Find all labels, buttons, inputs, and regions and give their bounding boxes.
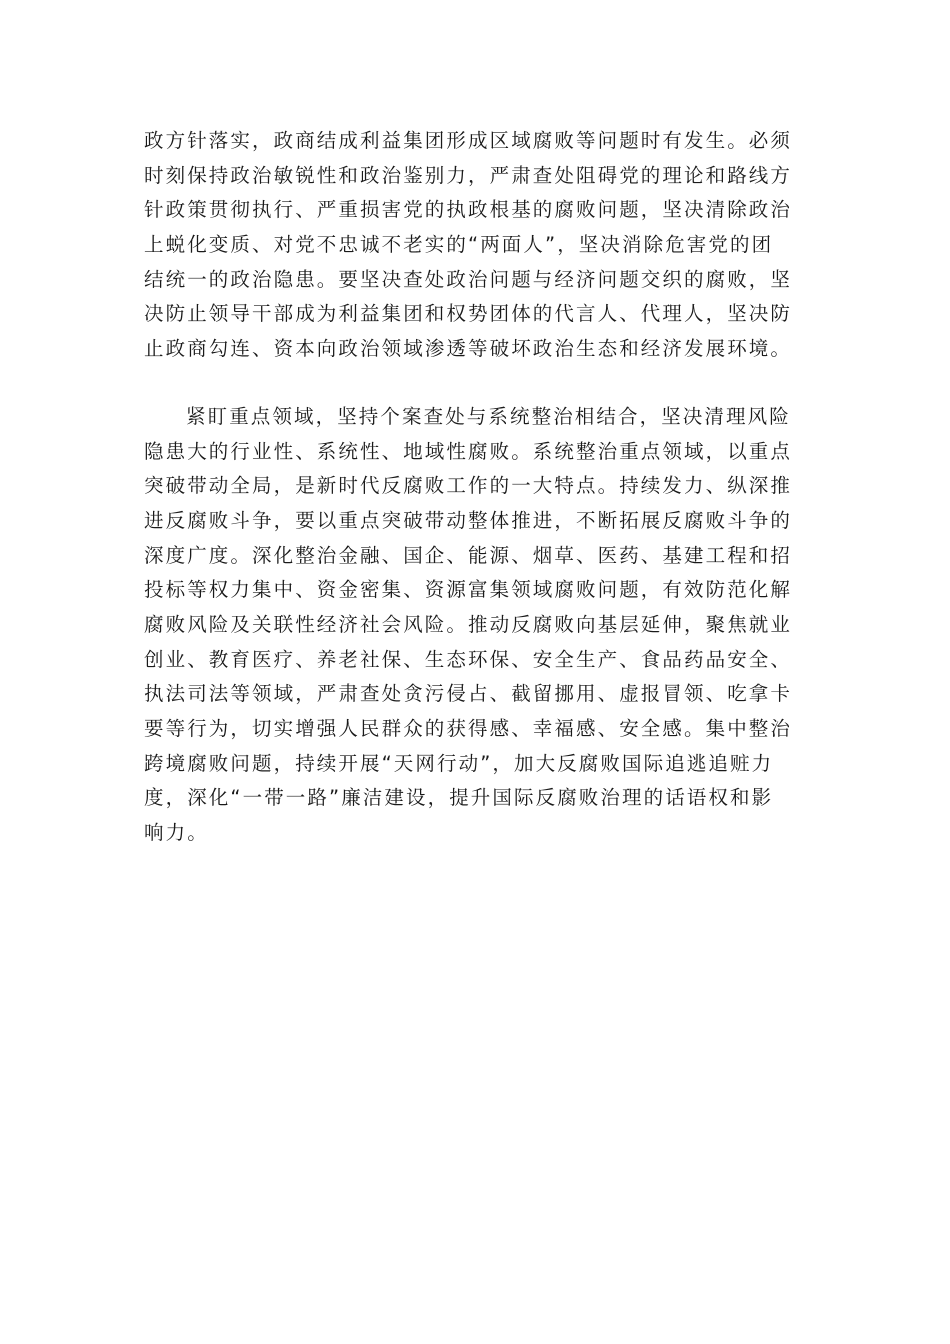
body-text	[144, 124, 814, 851]
text-line: 腐败风险及关联性经济社会风险。推动反腐败向基层延伸，聚焦就业	[144, 612, 793, 636]
text-line: 突破带动全局，是新时代反腐败工作的一大特点。持续发力、纵深推	[144, 474, 793, 498]
text-line: 度，深化“一带一路”廉洁建设，提升国际反腐败治理的话语权和影	[144, 786, 774, 810]
text-line-first: 紧盯重点领域，坚持个案查处与系统整治相结合，坚决清理风险	[186, 404, 791, 428]
text-line: 响力。	[144, 821, 209, 845]
text-line: 止政商勾连、资本向政治领域渗透等破坏政治生态和经济发展环境。	[144, 337, 793, 361]
text-line: 进反腐败斗争，要以重点突破带动整体推进，不断拓展反腐败斗争的	[144, 508, 793, 532]
text-line: 深度广度。深化整治金融、国企、能源、烟草、医药、基建工程和招	[144, 543, 793, 567]
paragraph-1	[144, 124, 814, 367]
text-line: 要等行为，切实增强人民群众的获得感、幸福感、安全感。集中整治	[144, 717, 793, 740]
text-line: 投标等权力集中、资金密集、资源富集领域腐败问题，有效防范化解	[144, 578, 793, 602]
text-line: 执法司法等领域，严肃查处贪污侵占、截留挪用、虚报冒领、吃拿卡	[144, 682, 793, 706]
text-line: 创业、教育医疗、养老社保、生态环保、安全生产、食品药品安全、	[144, 647, 793, 671]
paragraph-spacer	[144, 367, 814, 400]
text-line: 上蜕化变质、对党不忠诚不老实的“两面人”，坚决消除危害党的团	[144, 233, 774, 257]
text-line: 决防止领导干部成为利益集团和权势团体的代言人、代理人，坚决防	[144, 302, 793, 326]
text-line: 结统一的政治隐患。要坚决查处政治问题与经济问题交织的腐败，坚	[144, 267, 793, 291]
text-line: 针政策贯彻执行、严重损害党的执政根基的腐败问题，坚决清除政治	[144, 198, 793, 222]
text-line: 隐患大的行业性、系统性、地域性腐败。系统整治重点领域，以重点	[144, 439, 793, 463]
text-line: 政方针落实，政商结成利益集团形成区域腐败等问题时有发生。必须	[144, 129, 793, 152]
text-line: 时刻保持政治敏锐性和政治鉴别力，严肃查处阻碍党的理论和路线方	[144, 163, 793, 187]
paragraph-2	[144, 400, 814, 851]
text-line: 跨境腐败问题，持续开展“天网行动”，加大反腐败国际追逃追赃力	[144, 751, 774, 775]
